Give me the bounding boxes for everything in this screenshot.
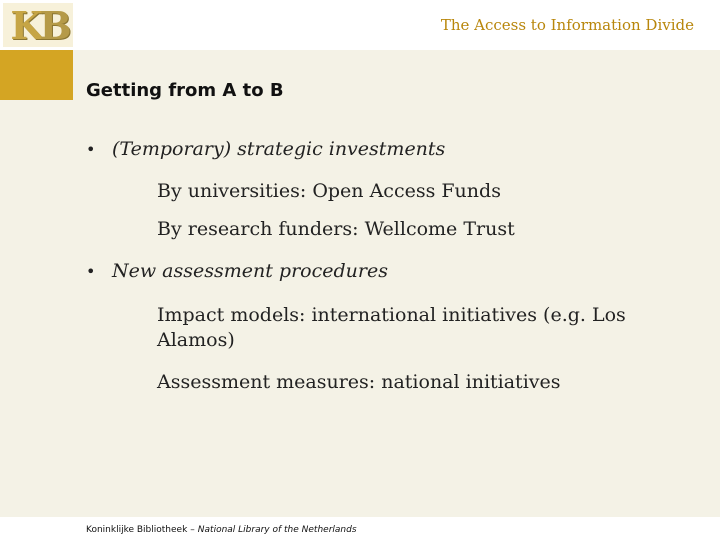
footer-org: Koninklijke Bibliotheek (86, 525, 188, 535)
footer-text (86, 525, 357, 535)
bullet-item (86, 136, 696, 163)
sub-item: By research funders: Wellcome Trust (157, 218, 515, 240)
logo-letter-k: K (10, 2, 38, 48)
sub-item: Assessment measures: national initiatives (157, 371, 561, 393)
logo-letter-b: B (39, 2, 66, 48)
sub-item: Impact models: international initiatives (e.g. Los Alamos) (157, 304, 626, 351)
bullet-icon: • (86, 262, 96, 281)
footer-subtitle: National Library of the Netherlands (197, 525, 357, 535)
gold-accent-block (0, 50, 73, 100)
kb-logo (3, 3, 73, 47)
bullet-text: New assessment procedures (112, 260, 388, 282)
bullet-item (86, 258, 696, 285)
bullet-icon: • (86, 140, 96, 159)
presentation-title: The Access to Information Divide (440, 16, 694, 34)
sub-item: By universities: Open Access Funds (157, 180, 501, 202)
slide-title: Getting from A to B (86, 80, 284, 101)
footer-separator: – (190, 525, 195, 535)
bullet-text: (Temporary) strategic investments (112, 138, 446, 160)
slide-content (86, 136, 696, 395)
